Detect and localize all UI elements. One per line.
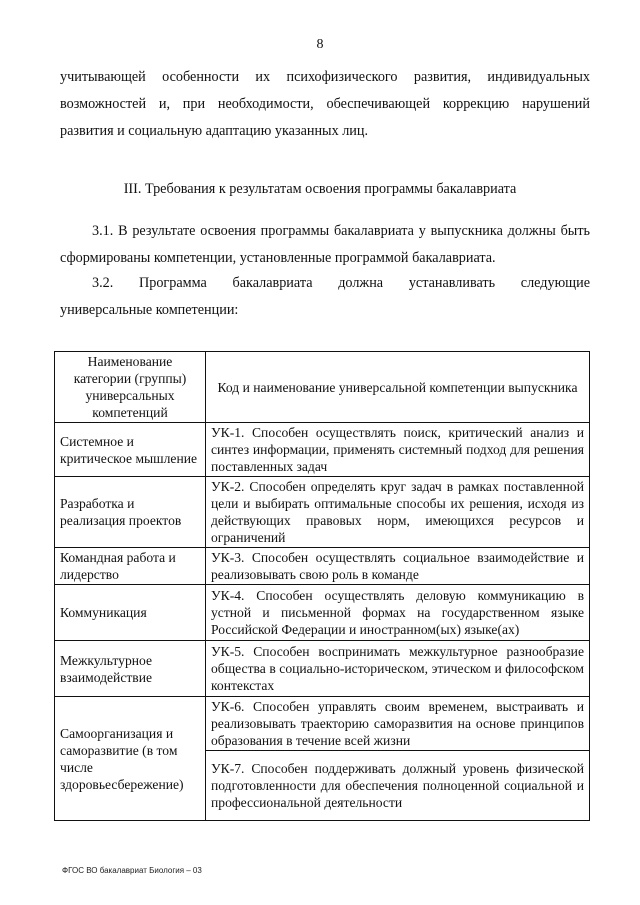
category-cell: Разработка и реализация проектов [55,477,206,548]
table-row [55,585,590,641]
table-row [55,641,590,697]
category-cell: Командная работа и лидерство [55,548,206,585]
category-cell: Самоорганизация и саморазвитие (в том числе здоровьесбережение) [55,697,206,821]
category-cell: Межкультурное взаимодействие [55,641,206,697]
header-code: Код и наименование универсальной компетенции выпускника [206,352,590,423]
competencies-table [54,351,590,821]
section-heading: III. Требования к результатам освоения программы бакалавриата [123,181,517,197]
competence-cell: УК-5. Способен воспринимать межкультурное разнообразие общества в социально-историческом, этическом и философском контекстах [206,641,590,697]
competence-cell: УК-6. Способен управлять своим временем, выстраивать и реализовывать траекторию саморазвития на основе принципов образования в течение всей жизни [206,697,590,751]
paragraph-intro: учитывающей особенности их психофизического развития, индивидуальных возможностей и, при необходимости, обеспечивающей коррекцию нарушений развития и социальную адаптацию указанных лиц. [60,69,590,139]
table-row [55,697,590,751]
footer: ФГОС ВО бакалавриат Биология – 03 [62,866,202,875]
table-row [55,423,590,477]
category-cell: Коммуникация [55,585,206,641]
competence-cell: УК-2. Способен определять круг задач в рамках поставленной цели и выбирать оптимальные способы их решения, исходя из действующих правовых норм, имеющихся ресурсов и ограничений [206,477,590,548]
category-cell: Системное и критическое мышление [55,423,206,477]
header-category: Наименование категории (группы) универсальных компетенций [55,352,206,423]
competence-cell: УК-4. Способен осуществлять деловую коммуникацию в устной и письменной формах на государственном языке Российской Федерации и иностранном(ых) языке(ах) [206,585,590,641]
table-row [55,477,590,548]
paragraph-3-2-line2: универсальные компетенции: [60,302,239,318]
competence-cell: УК-7. Способен поддерживать должный уровень физической подготовленности для обеспечения полноценной социальной и профессиональной деятельности [206,751,590,821]
table-row [55,548,590,585]
competence-cell: УК-1. Способен осуществлять поиск, критический анализ и синтез информации, применять системный подход для решения поставленных задач [206,423,590,477]
paragraph-3-2-line1: 3.2. Программа бакалавриата должна устанавливать следующие [92,275,590,291]
paragraph-3-1: 3.1. В результате освоения программы бакалавриата у выпускника должны быть сформированы компетенции, установленные программой бакалавриата. [60,223,590,266]
competence-cell: УК-3. Способен осуществлять социальное взаимодействие и реализовывать свою роль в команде [206,548,590,585]
paragraph-3-2 [60,270,590,324]
page-number: 8 [316,37,324,52]
table-header-row [55,352,590,423]
